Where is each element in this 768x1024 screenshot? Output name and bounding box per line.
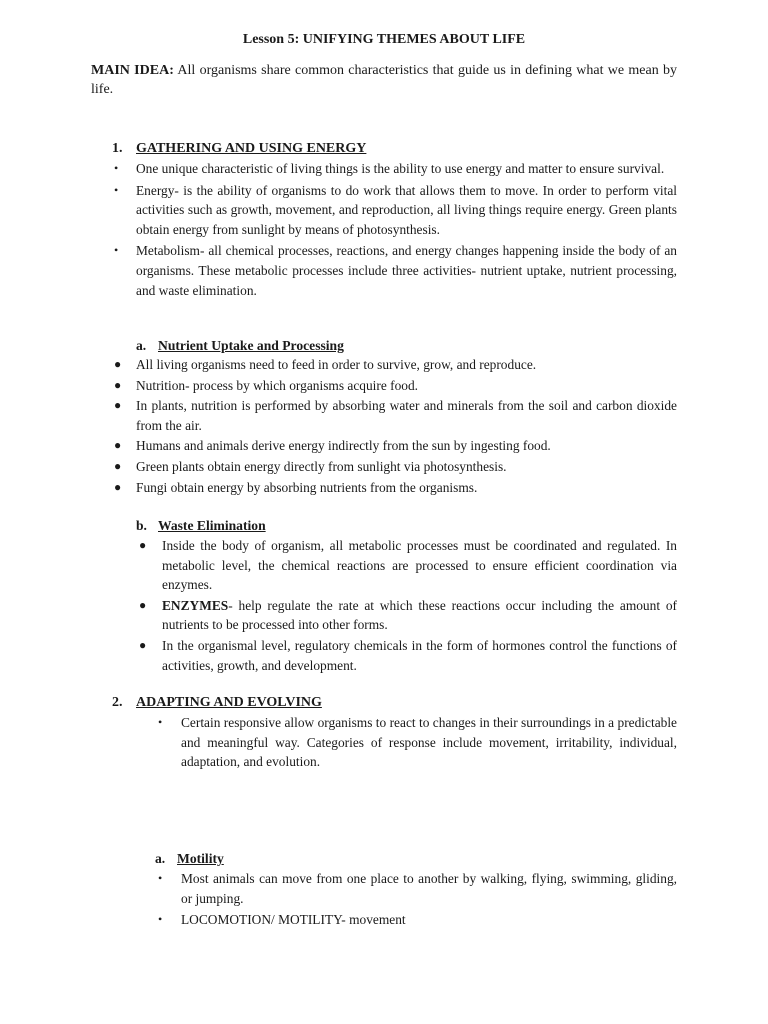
bullet-icon: ● <box>114 357 122 371</box>
list-item: ● Green plants obtain energy directly from sunlight via photosynthesis. <box>136 457 677 477</box>
list-item: ● ENZYMES- help regulate the rate at which these reactions occur including the amount of nutrients to be processed into other forms. <box>139 597 677 633</box>
subsection-2a-title: Motility <box>177 851 224 866</box>
list-item: • Most animals can move from one place to another by walking, flying, swimming, gliding, or jumping. <box>158 871 677 906</box>
subsection-1b-title: Waste Elimination <box>158 518 266 533</box>
list-item: ● Fungi obtain energy by absorbing nutrients from the organisms. <box>136 478 677 498</box>
list-item: • One unique characteristic of living things is the ability to use energy and matter to ensure survival. <box>136 159 677 179</box>
bullet-icon: ● <box>114 479 122 494</box>
subsection-1a-bullets <box>114 355 677 497</box>
list-item: ● All living organisms need to feed in order to survive, grow, and reproduce. <box>136 355 677 375</box>
bullet-icon: ● <box>114 398 122 413</box>
bullet-icon: • <box>158 715 163 729</box>
lesson-title: Lesson 5: UNIFYING THEMES ABOUT LIFE <box>242 32 526 47</box>
subsection-2a-letter: a. <box>155 851 166 866</box>
list-item: ● In the organismal level, regulatory chemicals in the form of hormones control the functions of activities, growth, and development. <box>139 637 677 673</box>
bullet-icon: • <box>114 243 119 258</box>
bullet-icon: • <box>158 871 163 885</box>
list-item: • Energy- is the ability of organisms to do work that allows them to move. In order to perform vital activities such as growth, movement, and reproduction, all living things require energy. Green plants obtain energy from sunlight by means of photosynthesis. <box>114 182 677 237</box>
section-2-title: ADAPTING AND EVOLVING <box>136 695 322 710</box>
bullet-icon: ● <box>139 637 147 652</box>
list-item: • LOCOMOTION/ MOTILITY- movement <box>181 910 677 930</box>
bullet-icon: • <box>114 182 119 197</box>
subsection-2a-heading <box>155 849 224 869</box>
subsection-2a-bullets <box>158 869 677 930</box>
section-1-bullets <box>114 159 677 300</box>
subsection-1b-heading <box>136 516 266 536</box>
list-item: ● Nutrition- process by which organisms acquire food. <box>136 376 677 396</box>
enzymes-term: ENZYMES <box>162 597 229 613</box>
section-2-bullets <box>158 713 677 772</box>
main-idea-label: MAIN IDEA: <box>91 63 174 78</box>
subsection-1b-bullets <box>139 536 677 675</box>
list-item: ● Inside the body of organism, all metabolic processes must be coordinated and regulated. In metabolic level, the chemical reactions are processed to ensure efficient coordination via enzymes. <box>139 538 677 593</box>
subsection-1a-title: Nutrient Uptake and Processing <box>158 338 344 353</box>
list-item: ● In plants, nutrition is performed by absorbing water and minerals from the soil and carbon dioxide from the air. <box>114 398 677 433</box>
subsection-1b-letter: b. <box>136 518 147 533</box>
section-2-heading <box>112 693 322 713</box>
bullet-icon: ● <box>139 597 147 612</box>
bullet-icon: • <box>158 912 163 927</box>
main-idea <box>91 61 677 99</box>
list-item: • Certain responsive allow organisms to react to changes in their surroundings in a predictable and meaningful way. Categories of response include movement, irritability, individual, adaptation, and evolution. <box>158 715 677 770</box>
section-2-number: 2. <box>112 695 123 710</box>
main-idea-text: All organisms share common characteristics that guide us in defining what we mean by life. <box>91 63 677 97</box>
subsection-1a-letter: a. <box>136 338 147 353</box>
section-1-heading <box>112 139 366 159</box>
bullet-icon: ● <box>114 458 122 473</box>
bullet-icon: ● <box>114 438 122 453</box>
list-item: ● Humans and animals derive energy indirectly from the sun by ingesting food. <box>136 436 677 456</box>
subsection-1a-heading <box>136 336 344 356</box>
bullet-icon: ● <box>139 538 147 552</box>
section-1-number: 1. <box>112 141 123 156</box>
section-1-title: GATHERING AND USING ENERGY <box>136 141 367 156</box>
bullet-icon: ● <box>114 377 122 392</box>
list-item: • Metabolism- all chemical processes, reactions, and energy changes happening inside the body of an organisms. These metabolic processes include three activities- nutrient uptake, nutrient processing, and waste elimination. <box>114 243 677 298</box>
bullet-icon: • <box>114 161 119 175</box>
